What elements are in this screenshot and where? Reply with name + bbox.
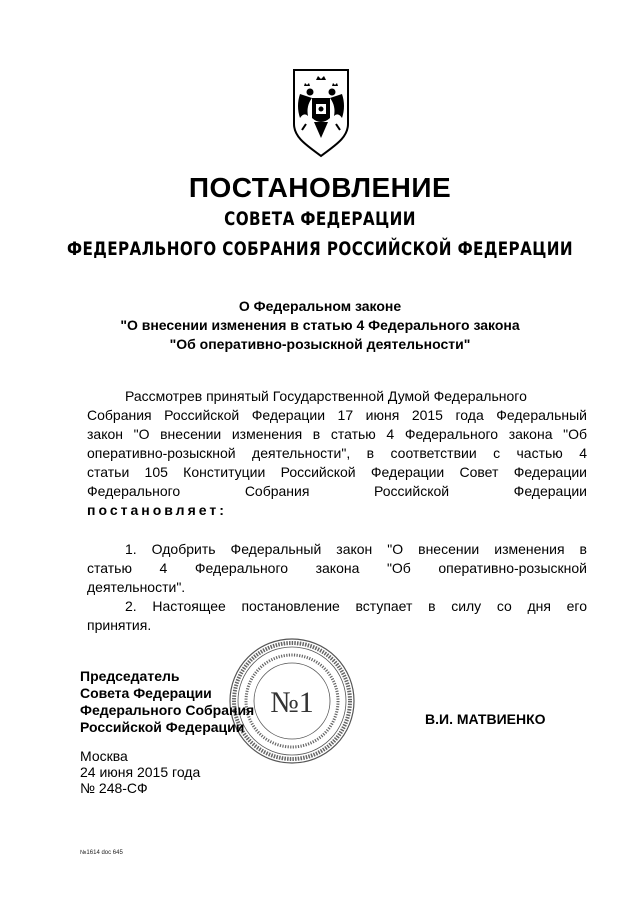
item-1-line: 1. Одобрить Федеральный закон "О внесении изменения в — [125, 541, 587, 557]
place: Москва — [80, 748, 128, 764]
signatory-position-line: Совета Федерации — [80, 685, 212, 701]
subject-line-3: "Об оперативно-розыскной деятельности" — [169, 336, 471, 352]
resolves-word: постановляет: — [87, 502, 227, 518]
date: 24 июня 2015 года — [80, 764, 201, 780]
issuer-line-1: СОВЕТА ФЕДЕРАЦИИ — [224, 208, 416, 230]
preamble-last-line: Федерального Собрания Российской Федерации — [87, 483, 587, 499]
document-title: ПОСТАНОВЛЕНИЕ — [188, 172, 452, 203]
preamble-line: оперативно-розыскной деятельности", в соответствии с частью 4 — [87, 445, 587, 461]
preamble-line: Собрания Российской Федерации 17 июня 2015 года Федеральный — [87, 407, 587, 423]
subject-line-1: О Федеральном законе — [238, 298, 402, 314]
signatory-position-line: Федерального Собрания — [80, 702, 255, 718]
preamble-line: закон "О внесении изменения в статью 4 Федерального закона "Об — [87, 426, 587, 442]
coat-of-arms-icon — [288, 66, 354, 158]
issuer-line-2: ФЕДЕРАЛЬНОГО СОБРАНИЯ РОССИЙСКОЙ ФЕДЕРАЦИИ — [67, 238, 573, 260]
item-1-line: статью 4 Федерального закона "Об оперативно-розыскной — [87, 560, 587, 576]
seal-number: №1 — [270, 686, 314, 719]
subject-line-2: "О внесении изменения в статью 4 Федерального закона — [120, 317, 520, 333]
document-number: № 248-СФ — [80, 780, 148, 796]
item-1-line: деятельности". — [87, 579, 186, 595]
official-seal — [226, 636, 358, 766]
signatory-position-line: Председатель — [80, 668, 180, 684]
item-2-line: 2. Настоящее постановление вступает в силу со дня его — [125, 598, 587, 614]
file-reference: №1614 doc 645 — [80, 850, 123, 856]
signatory-name: В.И. МАТВИЕНКО — [425, 711, 546, 727]
item-2-line: принятия. — [87, 617, 152, 633]
signatory-position-line: Российской Федерации — [80, 719, 245, 735]
preamble-line: статьи 105 Конституции Российской Федерации Совет Федерации — [87, 464, 587, 480]
preamble-line: Рассмотрев принятый Государственной Думой Федерального — [125, 388, 527, 404]
preamble-line — [87, 482, 587, 501]
